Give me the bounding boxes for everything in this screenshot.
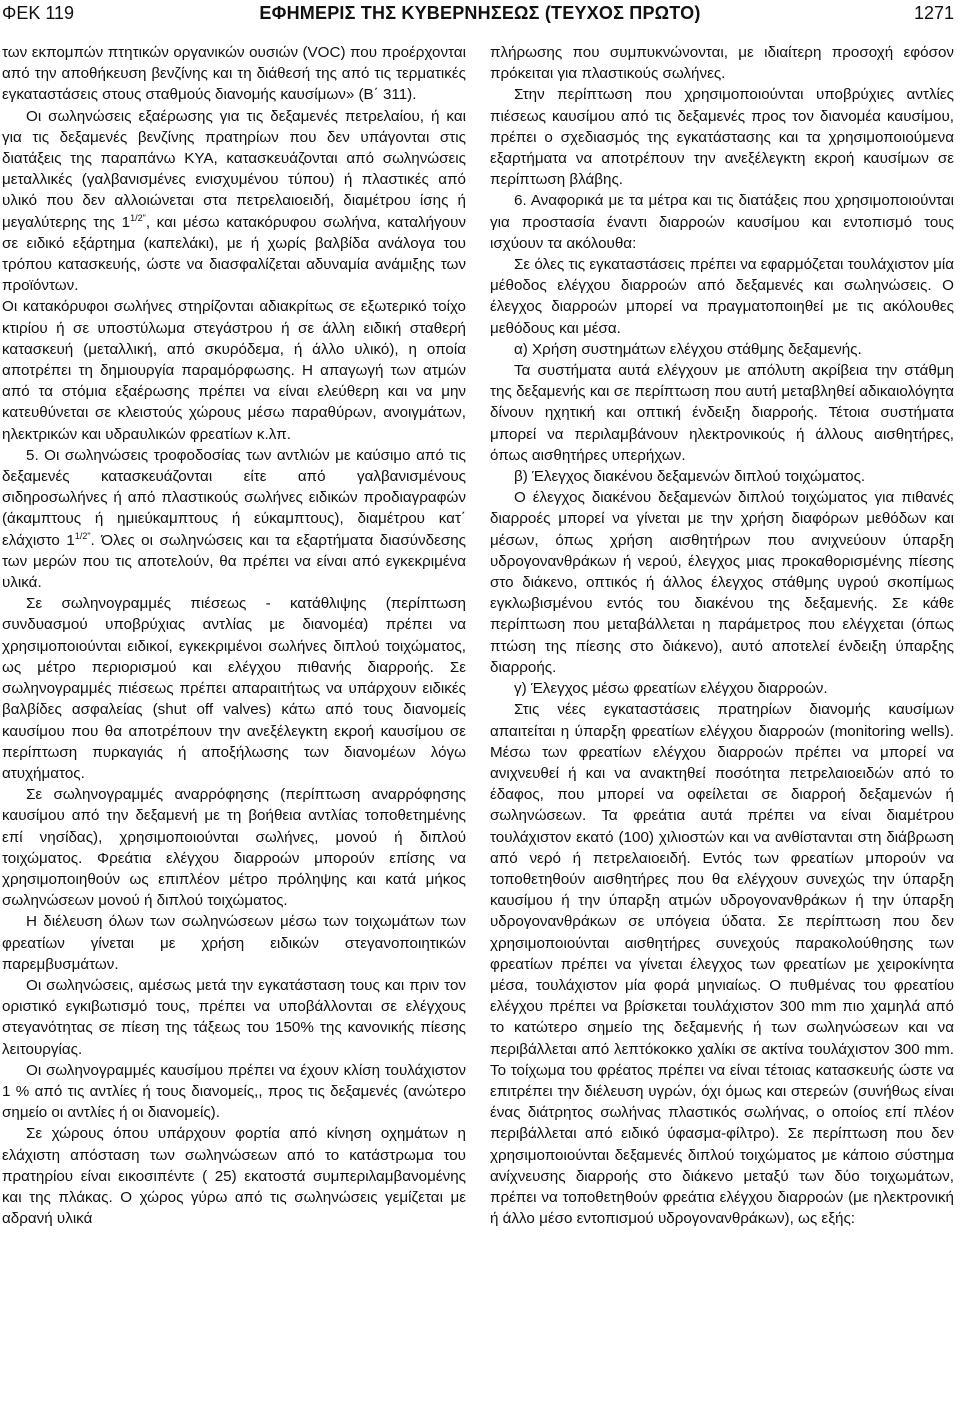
paragraph: Σε σωληνογραμμές αναρρόφησης (περίπτωση αναρρόφησης καυσίμου από την δεξαμενή με τη βοήθεια αντλίας τοποθετημένης επί νησίδας), χρησιμοποιούνται σωλήνες, μονού ή διπλού τοιχώματος. Φρεάτια ελέγχου διαρροών μπορούν επίσης να χρησιμοποιηθούν ως επιπλέον μέτρο πρόληψης και κατά μήκος σωληνώσεων μονού ή διπλού τοιχώματος. xyxy=(2,786,466,910)
superscript: 1/2" xyxy=(74,530,91,541)
paragraph: Οι κατακόρυφοι σωλήνες στηρίζονται αδιακρίτως σε εξωτερικό τοίχο κτιρίου ή σε υποστύλωμα στεγάστρου ή σε άλλη ειδική σταθερή κατασκευή (μεταλλική, από σκυρόδεμα, ή άλλο υλικό), η οποία αποτρέπει τη δημιουργία παραμόρφωσης. Η απαγωγή των ατμών από τα στόμια εξαέρωσης πρέπει να είναι ελεύθερη και να μην κατευθύνεται σε κλειστούς χώρους μέσω παραθύρων, ανοιγμάτων, ηλεκτρικών και υδραυλικών φρεατίων κ.λπ. xyxy=(2,298,466,443)
paragraph: Στην περίπτωση που χρησιμοποιούνται υποβρύχιες αντλίες πιέσεως καυσίμου από τις δεξαμενές προς τον διανομέα καυσίμου, πρέπει ο σχεδιασμός της εγκατάστασης και τα χρησιμοποιούμενα εξαρτήματα να αποτρέπουν την ανεξέλεγκτη εκροή καυσίμων σε περίπτωση βλάβης. xyxy=(490,86,954,189)
paragraph: Σε όλες τις εγκαταστάσεις πρέπει να εφαρμόζεται τουλάχιστον μία μέθοδος ελέγχου διαρροών από δεξαμενές και σωληνώσεις. Ο έλεγχος διαρροών μπορεί να πραγματοποιηθεί με τις ακόλουθες μεθόδους και μέσα. xyxy=(490,256,954,337)
paragraph xyxy=(2,106,466,297)
paragraph-text: Οι σωληνώσεις εξαέρωσης για τις δεξαμενές πετρελαίου, ή και για τις δεξαμενές βενζίνης πρατηρίων που δεν υπάγονται στις διατάξεις της παραπάνω ΚΥΑ, κατασκευάζονται από σωληνώσεις μεταλλικές (γαλβανισμένες ενισχυμένου τύπου) ή πλαστικές από υλικό που δεν αλλοιώνεται στα πετρελαιοειδή, διαμέτρου ίσης ή μεγαλύτερης της 1 xyxy=(2,107,466,231)
paragraph: Τα συστήματα αυτά ελέγχουν με απόλυτη ακρίβεια την στάθμη της δεξαμενής και σε περίπτωση που αυτή μεταβληθεί αδικαιολόγητα δίνουν ηχητική και οπτική ένδειξη διαρροής. Τέτοια συστήματα μπορεί να περιλαμβάνουν ηλεκτρονικούς ή άλλους αισθητήρες, όπως αισθητήρες υπερήχων. xyxy=(490,362,954,464)
paragraph: Οι σωληνογραμμές καυσίμου πρέπει να έχουν κλίση τουλάχιστον 1 % από τις αντλίες ή τους διανομείς,, προς τις δεξαμενές (ανώτερο σημείο οι αντλίες ή οι διανομείς). xyxy=(2,1061,466,1122)
paragraph: 6. Αναφορικά με τα μέτρα και τις διατάξεις που χρησιμοποιούνται για προστασία έναντι διαρροών καυσίμου και εντοπισμό τους ισχύουν τα ακόλουθα: xyxy=(490,192,954,252)
paragraph: Στις νέες εγκαταστάσεις πρατηρίων διανομής καυσίμων απαιτείται η ύπαρξη φρεατίων ελέγχου διαρροών (monitoring wells). Μέσω των φρεατίων ελέγχου διαρροών πρέπει να μπορεί να ανιχνευθεί ή και να ανακτηθεί ποσότητα πετρελαιοειδών από το έδαφος, που μπορεί να οφείλεται σε διαρροή δεξαμενών ή σωληνώσεων. Τα φρεάτια αυτά πρέπει να είναι διαμέτρου τουλάχιστον εκατό (100) χιλιοστών και να ανθίστανται στη διάβρωση από νερό ή πετρελαιοειδή. Εντός των φρεατίων μπορούν να τοποθετηθούν αισθητήρες που θα ελέγχουν συνεχώς την ύπαρξη καυσίμου ή την ύπαρξη ατμών υδρογονανθράκων ή την ύπαρξη υδρογονανθράκων σε υπόγεια ύδατα. Σε περίπτωση που δεν χρησιμοποιούνται αισθητήρες συνεχούς παρακολούθησης των φρεατίων πρέπει να γίνεται έλεγχος των φρεατίων με χειροκίνητα μέσα, τουλάχιστον μία φορά μηνιαίως. Ο πυθμένας του φρεατίου ελέγχου πρέπει να βρίσκεται τουλάχιστον 300 mm πιο χαμηλά από το κατώτερο σημείο της δεξαμενής ή των σωληνώσεων και να περιβάλλεται από λεπτόκοκκο χαλίκι σε ακτίνα τουλάχιστον 300 mm. Το τοίχωμα του φρέατος πρέπει να είναι τέτοιας κατασκευής ώστε να επιτρέπει την διέλευση υγρών, όχι όμως και στερεών (συνήθως είναι ένας διάτρητος σωλήνας πλαστικός σωλήνας, ο οποίος επί πλέον περιβάλλεται από ειδικό ύφασμα-φίλτρο). Σε περίπτωση που δεν χρησιμοποιούνται δεξαμενές διπλού τοιχώματος με κάποιο σύστημα ανίχνευσης διαρροής στο διάκενο μεταξύ των δύο τοιχωμάτων, πρέπει να τοποθετηθούν φρεάτια ελέγχου διαρροών (με ηλεκτρονική ή άλλο μέσο εντοπισμού υδρογονανθράκων), ως εξής: xyxy=(490,701,954,1228)
paragraph: πλήρωσης που συμπυκνώνονται, με ιδιαίτερη προσοχή εφόσον πρόκειται για πλαστικούς σωλήνες. xyxy=(490,44,954,83)
paragraph: Οι σωληνώσεις, αμέσως μετά την εγκατάσταση τους και πριν τον οριστικό εγκιβωτισμό τους, πρέπει να υποβάλλονται σε ελέγχους στεγανότητας σε πίεση της τάξεως του 150% της κανονικής πίεσης λειτουργίας. xyxy=(2,976,466,1058)
paragraph: Σε σωληνογραμμές πιέσεως - κατάθλιψης (περίπτωση συνδυασμού υποβρύχιας αντλίας με διανομέα) πρέπει να χρησιμοποιούνται ειδικοί, εγκεκριμένοι σωλήνες διπλού τοιχώματος, ως μέτρο περιορισμού και ελέγχου πιθανής διαρροής. Σε σωληνογραμμές πιέσεως πρέπει απαραιτήτως να υπάρχουν ειδικές βαλβίδες ασφαλείας (shut off valves) κάτω από τους διανομείς καυσίμου που θα αποτρέπουν την ανεξέλεγκτη εκροή καυσίμου σε περίπτωση πυρκαγιάς ή αποξήλωσης των διανομέων λόγω ατυχήματος. xyxy=(2,595,466,782)
right-column xyxy=(490,42,954,1422)
paragraph-text: 5. Οι σωληνώσεις τροφοδοσίας των αντλιών με καύσιμο από τις δεξαμενές κατασκευάζονται είτε από γαλβανισμένους σιδηροσωλήνες ή από πλαστικούς σωλήνες ειδικών προδιαγραφών (άκαμπτους ή ημιεύκαμπτους ή εύκαμπτους), διαμέτρου κατ΄ ελάχιστο 1 xyxy=(2,446,466,549)
paragraph: α) Χρήση συστημάτων ελέγχου στάθμης δεξαμενής. xyxy=(514,340,862,358)
paragraph: Η διέλευση όλων των σωληνώσεων μέσω των τοιχωμάτων των φρεατίων γίνεται με χρήση ειδικών στεγανοποιητικών παρεμβυσμάτων. xyxy=(2,913,466,973)
page-header xyxy=(0,0,960,32)
left-column xyxy=(2,42,466,1422)
paragraph-text: , και μέσω κατακόρυφου σωλήνα, καταλήγουν σε ειδικό εξάρτημα (καπελάκι), με ή χωρίς βαλβίδα ανάλογα του τρόπου κατασκευής, ώστε να διασφαλίζεται αδυναμία ανάμιξης των προϊόντων. xyxy=(2,213,466,295)
gazette-issue-number: ΦΕΚ 119 xyxy=(2,3,75,23)
paragraph: β) Έλεγχος διακένου δεξαμενών διπλού τοιχώματος. xyxy=(514,468,866,486)
paragraph: γ) Έλεγχος μέσω φρεατίων ελέγχου διαρροών. xyxy=(514,680,828,698)
paragraph: των εκπομπών πτητικών οργανικών ουσιών (VOC) που προέρχονται από την αποθήκευση βενζίνης και τη διάθεσή της από τις τερματικές εγκαταστάσεις στους σταθμούς διανομής καυσίμων» (Β΄ 311). xyxy=(2,44,466,104)
paragraph: Ο έλεγχος διακένου δεξαμενών διπλού τοιχώματος για πιθανές διαρροές μπορεί να γίνεται με την χρήση διαφόρων μεθόδων και μέσων, όπως χρήση αισθητήρων που ανιχνεύουν ύπαρξη υδρογονανθράκων ή νερού, έλεγχος μιας προκαθορισμένης πίεσης στο διάκενο, οπτικός ή άλλος έλεγχος στάθμης υγρού σκοπίμως εγκλωβισμένου εντός του διακένου της δεξαμενής. Σε κάθε περίπτωση που μεταβάλλεται η παράμετρος που ελέγχεται (όπως πτώση της πίεσης στο διάκενο), αυτό αποτελεί ένδειξη ύπαρξης διαρροής. xyxy=(490,489,954,676)
paragraph xyxy=(2,445,466,593)
gazette-title: ΕΦΗΜΕΡΙΣ ΤΗΣ ΚΥΒΕΡΝΗΣΕΩΣ (ΤΕΥΧΟΣ ΠΡΩΤΟ) xyxy=(259,3,701,23)
superscript: 1/2" xyxy=(130,212,146,223)
page-number: 1271 xyxy=(913,3,954,23)
paragraph: Σε χώρους όπου υπάρχουν φορτία από κίνηση οχημάτων η ελάχιστη απόσταση των σωληνώσεων από το κατάστρωμα του πρατηρίου είναι εικοσιπέντε ( 25) εκατοστά συμπεριλαμβανομένης και της πλάκας. Ο χώρος γύρω από τις σωληνώσεις γεμίζεται με αδρανή υλικά xyxy=(2,1125,466,1228)
paragraph-text: . Όλες οι σωληνώσεις και τα εξαρτήματα διασύνδεσης των μερών που τις αποτελούν, θα πρέπει να είναι από εγκεκριμένα υλικά. xyxy=(2,531,466,592)
